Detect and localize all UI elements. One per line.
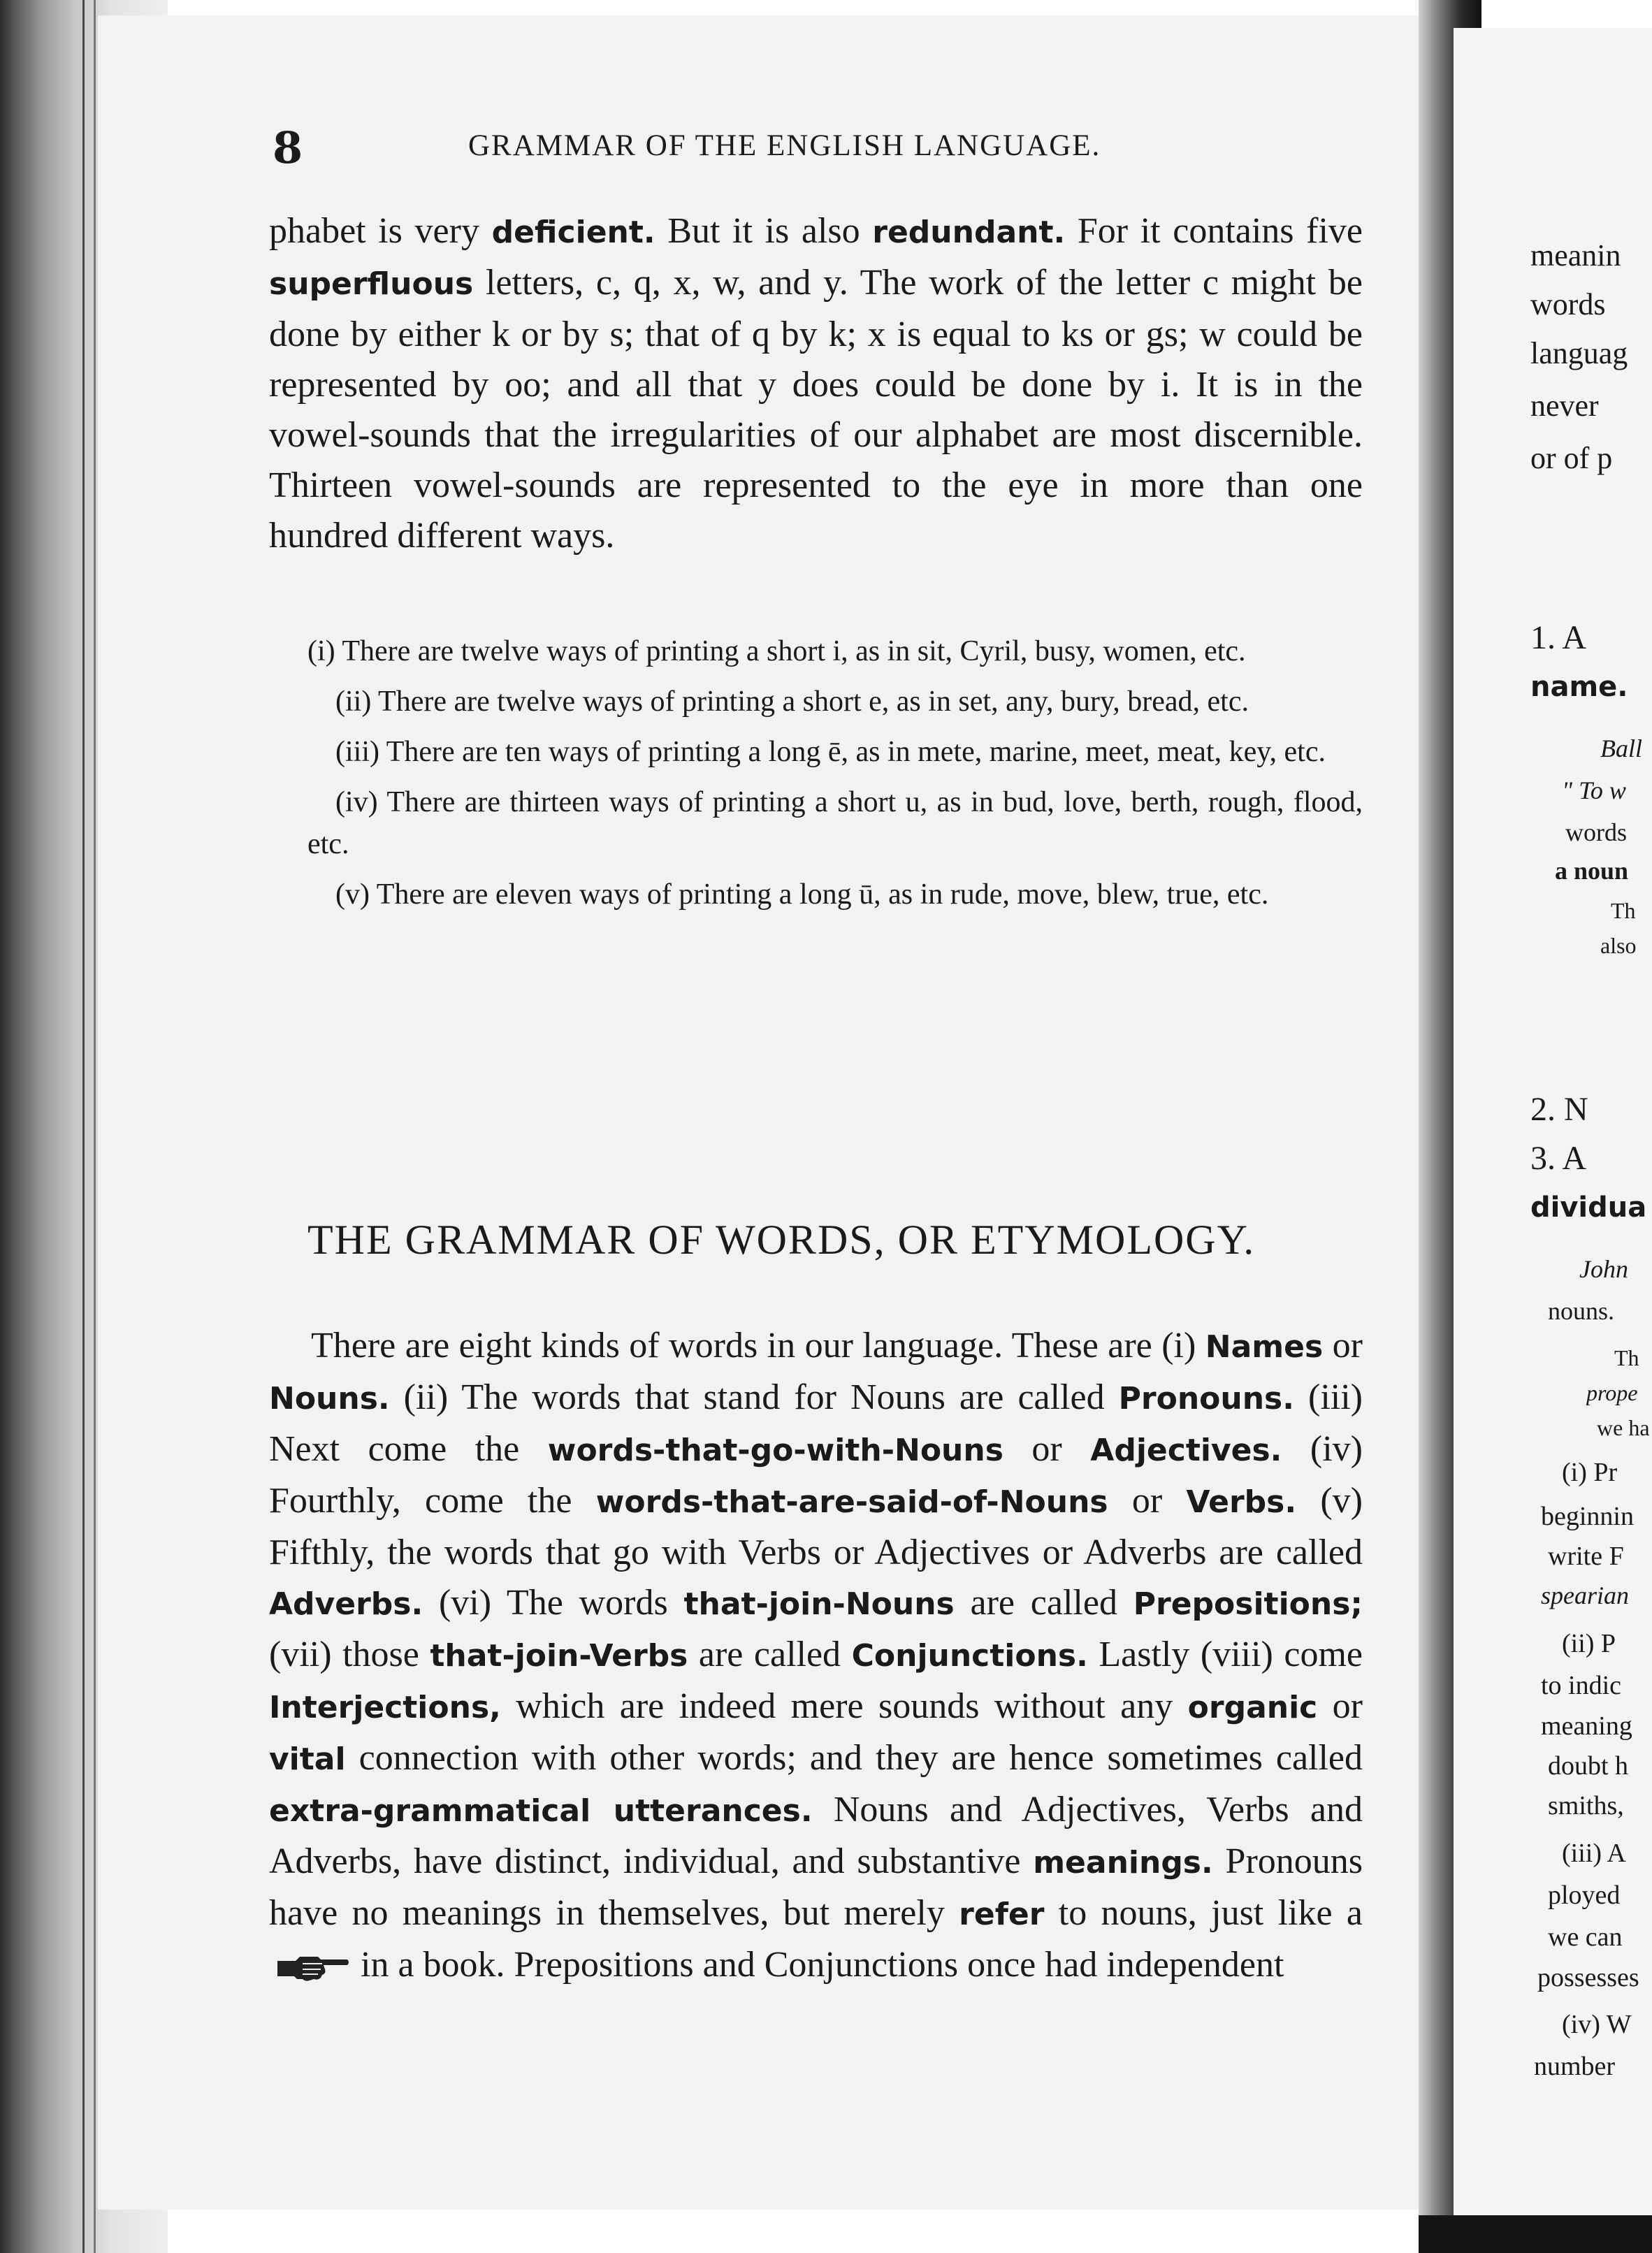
bold-term: vital bbox=[269, 1741, 346, 1777]
page-edge-line bbox=[94, 0, 96, 2253]
bold-term: Interjections, bbox=[269, 1690, 501, 1725]
text-run: (iv) Fourthly, come the bbox=[269, 1429, 1363, 1521]
bold-term: superfluous bbox=[269, 266, 474, 302]
fragment: Th bbox=[1611, 898, 1636, 923]
paragraph-alphabet bbox=[269, 206, 1363, 561]
example-item: (iii) There are ten ways of printing a long ē, as in mete, marine, meet, meat, key, etc. bbox=[335, 736, 1326, 768]
bold-term: meanings. bbox=[1033, 1845, 1213, 1881]
fragment: or of p bbox=[1530, 441, 1613, 475]
bold-term: that-join-Nouns bbox=[683, 1586, 955, 1622]
bold-term: Nouns. bbox=[269, 1381, 390, 1417]
text-run: (iii) Next come the bbox=[269, 1377, 1363, 1469]
page-edge-line bbox=[82, 0, 85, 2253]
bold-term: that-join-Verbs bbox=[430, 1638, 688, 1674]
fragment: (i) Pr bbox=[1562, 1458, 1618, 1487]
fragment: possesses bbox=[1537, 1963, 1639, 1992]
bold-term: deficient. bbox=[491, 215, 655, 250]
fragment: John bbox=[1579, 1255, 1628, 1283]
fragment: to indic bbox=[1541, 1671, 1622, 1700]
bold-term: Verbs. bbox=[1186, 1484, 1297, 1520]
bold-term: Prepositions; bbox=[1133, 1586, 1363, 1622]
fragment: 1. A bbox=[1530, 619, 1587, 656]
fragment: (iv) W bbox=[1562, 2010, 1632, 2039]
text-run: letters, c, q, x, w, and y. The work of the letter c might be done by either k or by s; that of q by k; x is equal to ks or gs; w could be represented by oo; and all that y does could be done by i. It is in the vowel-sounds that the irregularities of our alphabet are most discernible. Thirteen vowel-sounds are represented to the eye in more than one hundred different ways. bbox=[269, 263, 1363, 556]
fragment: (iii) A bbox=[1562, 1839, 1626, 1868]
text-run: are called bbox=[688, 1635, 852, 1674]
text-run: are called bbox=[954, 1583, 1133, 1623]
page-number: 8 bbox=[273, 122, 303, 173]
examples-list bbox=[307, 630, 1363, 924]
text-run: or bbox=[1323, 1326, 1363, 1365]
fragment: prope bbox=[1586, 1380, 1638, 1405]
fragment: " To w bbox=[1562, 776, 1626, 804]
fragment: meanin bbox=[1530, 238, 1621, 273]
bold-term: refer bbox=[959, 1897, 1045, 1932]
fragment: doubt h bbox=[1548, 1751, 1629, 1781]
text-run: Pronouns have no meanings in themselves, but merely bbox=[269, 1841, 1363, 1933]
fragment: name. bbox=[1530, 671, 1628, 703]
bold-term: Adjectives. bbox=[1090, 1433, 1282, 1468]
text-run: (v) Fifthly, the words that go with Verbs or Adjectives or Adverbs are called bbox=[269, 1481, 1363, 1572]
text-run: or bbox=[1003, 1429, 1091, 1469]
example-item: (v) There are eleven ways of printing a long ū, as in rude, move, blew, true, etc. bbox=[335, 878, 1269, 911]
bold-term: words-that-are-said-of-Nouns bbox=[595, 1484, 1108, 1520]
fragment: we can bbox=[1548, 1922, 1623, 1952]
bold-term: Adverbs. bbox=[269, 1586, 423, 1622]
fragment: meaning bbox=[1541, 1711, 1632, 1741]
scan-border bbox=[1419, 2215, 1652, 2253]
bold-term: words-that-go-with-Nouns bbox=[547, 1433, 1003, 1468]
text-run: to nouns, just like a bbox=[1044, 1893, 1363, 1933]
text-run: which are indeed mere sounds without any bbox=[500, 1686, 1188, 1726]
fragment: words bbox=[1565, 818, 1627, 846]
fragment: (ii) P bbox=[1562, 1629, 1616, 1658]
fragment: smiths, bbox=[1548, 1791, 1624, 1820]
fragment: write F bbox=[1548, 1542, 1624, 1571]
text-run: or bbox=[1317, 1686, 1363, 1726]
fragment: ployed bbox=[1548, 1881, 1621, 1910]
running-head: GRAMMAR OF THE ENGLISH LANGUAGE. bbox=[468, 129, 1101, 162]
fragment: Ball bbox=[1600, 734, 1642, 762]
fragment: 2. N bbox=[1530, 1091, 1588, 1128]
text-run: in a book. Prepositions and Conjunctions once had independent bbox=[352, 1945, 1284, 1985]
fragment: 3. A bbox=[1530, 1140, 1587, 1177]
text-run: There are eight kinds of words in our language. These are (i) bbox=[311, 1326, 1205, 1365]
pointing-hand-icon bbox=[275, 1953, 352, 1983]
bold-term: redundant. bbox=[872, 215, 1066, 250]
fragment: spearian bbox=[1541, 1581, 1629, 1609]
text-run: or bbox=[1108, 1481, 1187, 1521]
bold-term: Pronouns. bbox=[1118, 1381, 1294, 1417]
text-run: phabet is very bbox=[269, 211, 492, 251]
text-run: connection with other words; and they are hence sometimes called bbox=[345, 1738, 1363, 1778]
example-item: (i) There are twelve ways of printing a short i, as in sit, Cyril, busy, women, etc. bbox=[307, 635, 1246, 667]
text-run: (vi) The words bbox=[423, 1583, 684, 1623]
section-title: THE GRAMMAR OF WORDS, OR ETYMOLOGY. bbox=[307, 1217, 1256, 1263]
fragment: words bbox=[1530, 287, 1606, 321]
paragraph-parts-of-speech bbox=[269, 1321, 1363, 1990]
example-item: (iv) There are thirteen ways of printing a short u, as in bud, love, berth, rough, flood, etc. bbox=[307, 786, 1363, 860]
fragment: a noun bbox=[1555, 857, 1629, 885]
fragment: never bbox=[1530, 389, 1599, 423]
fragment: number bbox=[1534, 2052, 1616, 2081]
fragment: dividua bbox=[1530, 1191, 1647, 1224]
bold-term: organic bbox=[1187, 1690, 1318, 1725]
text-run: (vii) those bbox=[269, 1635, 430, 1674]
text-run: Nouns and Adjectives, Verbs and Adverbs, have distinct, individual, and substantive bbox=[269, 1790, 1363, 1881]
fragment: nouns. bbox=[1548, 1297, 1615, 1325]
text-run: Lastly (viii) come bbox=[1087, 1635, 1363, 1674]
text-run: For it contains five bbox=[1065, 211, 1363, 251]
fragment: languag bbox=[1530, 336, 1628, 370]
text-run: But it is also bbox=[655, 211, 873, 251]
bold-term: Conjunctions. bbox=[851, 1638, 1088, 1674]
fragment: Th bbox=[1614, 1345, 1639, 1370]
example-item: (ii) There are twelve ways of printing a short e, as in set, any, bury, bread, etc. bbox=[335, 686, 1249, 718]
fragment: also bbox=[1600, 933, 1637, 958]
fragment: beginnin bbox=[1541, 1502, 1634, 1531]
bold-term: extra-grammatical utterances. bbox=[269, 1793, 813, 1829]
fragment: we ha bbox=[1597, 1415, 1650, 1440]
bold-term: Names bbox=[1205, 1329, 1324, 1365]
text-run: (ii) The words that stand for Nouns are called bbox=[389, 1377, 1119, 1417]
